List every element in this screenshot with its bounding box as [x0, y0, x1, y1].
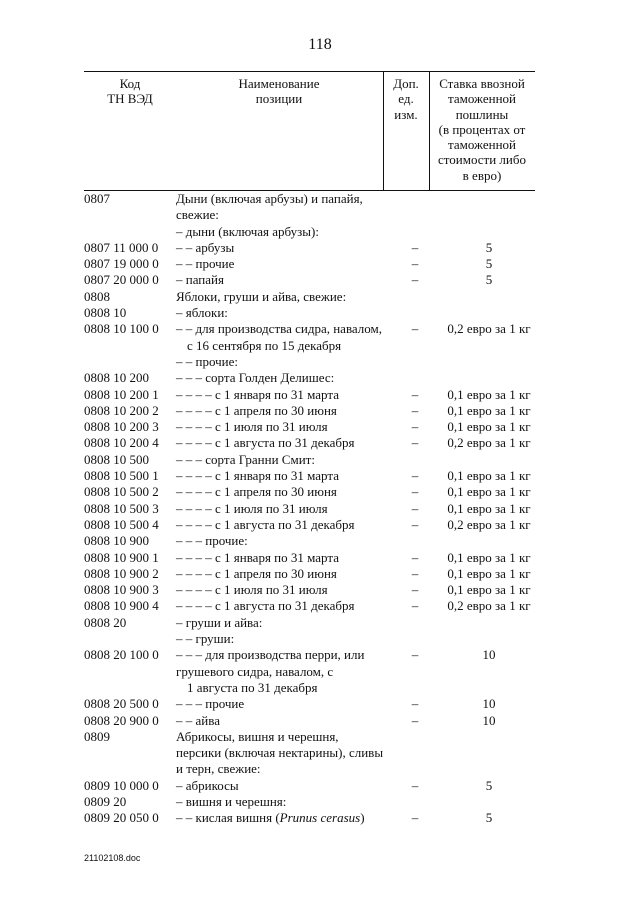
row-name-line: – – – – с 1 августа по 31 декабря — [176, 598, 355, 614]
table-row — [84, 729, 544, 778]
row-code: 0807 — [84, 191, 110, 206]
row-name — [176, 778, 400, 794]
table-row — [84, 224, 544, 240]
row-name-line: – – – – с 1 апреля по 30 июня — [176, 402, 337, 418]
row-rate: 0,2 евро за 1 кг — [447, 435, 531, 451]
row-unit: – — [411, 696, 419, 712]
row-name-line: – яблоки: — [176, 305, 228, 321]
row-name — [176, 468, 400, 484]
row-name — [176, 794, 400, 810]
row-code: 0808 10 500 4 — [84, 516, 159, 532]
row-code: 0808 20 900 0 — [84, 712, 159, 728]
row-name-line: – – – – с 1 января по 31 марта — [176, 386, 339, 402]
row-rate: 5 — [485, 239, 493, 255]
row-name-line: – – прочие: — [176, 353, 238, 369]
row-rate: 10 — [482, 647, 496, 663]
row-name — [176, 224, 400, 240]
row-code: 0809 — [84, 728, 110, 744]
row-rate: 0,1 евро за 1 кг — [447, 549, 531, 565]
row-name — [176, 729, 400, 778]
table-row — [84, 550, 544, 566]
row-code: 0807 20 000 0 — [84, 272, 159, 288]
row-name-line: – – – для производства перри, или — [176, 647, 365, 663]
row-unit: – — [411, 386, 419, 402]
row-name — [176, 354, 400, 370]
row-code: 0808 20 500 0 — [84, 696, 159, 712]
row-code: 0808 10 500 — [84, 451, 149, 467]
row-rate: 0,1 евро за 1 кг — [447, 484, 531, 500]
row-name — [176, 484, 400, 500]
row-name-line: – вишня и черешня: — [176, 793, 287, 809]
row-name-line: – – груши: — [176, 631, 235, 647]
table-row — [84, 615, 544, 631]
row-name — [176, 435, 400, 451]
row-code: 0808 20 — [84, 614, 127, 630]
table-row — [84, 501, 544, 517]
document-id: 21102108.doc — [84, 853, 141, 863]
row-rate: 5 — [485, 272, 493, 288]
table-row — [84, 517, 544, 533]
row-name-line: – – – – с 1 апреля по 30 июня — [176, 484, 337, 500]
table-row — [84, 647, 544, 696]
row-name — [176, 615, 400, 631]
row-code: 0809 10 000 0 — [84, 777, 159, 793]
row-unit: – — [411, 484, 419, 500]
row-name-line: – – – – с 1 июля по 31 июля — [176, 500, 328, 516]
row-code: 0808 10 200 1 — [84, 386, 159, 402]
row-code: 0808 10 900 3 — [84, 582, 159, 598]
row-name-line: – – – сорта Гранни Смит: — [176, 451, 315, 467]
row-rate: 0,1 евро за 1 кг — [447, 386, 531, 402]
row-code: 0808 10 500 3 — [84, 500, 159, 516]
row-name-line: Дыни (включая арбузы) и папайя, — [176, 191, 363, 206]
row-name — [176, 305, 400, 321]
row-rate: 10 — [482, 712, 496, 728]
page-number: 118 — [308, 36, 332, 53]
table-row — [84, 387, 544, 403]
row-name — [176, 387, 400, 403]
row-unit: – — [411, 647, 419, 663]
row-name — [176, 321, 400, 354]
row-unit: – — [411, 516, 419, 532]
row-name — [176, 713, 400, 729]
row-code: 0808 10 900 4 — [84, 598, 159, 614]
row-name — [176, 631, 400, 647]
row-name-line: – – – – с 1 августа по 31 декабря — [176, 516, 355, 532]
row-code: 0808 20 100 0 — [84, 647, 159, 663]
row-rate: 0,2 евро за 1 кг — [447, 516, 531, 532]
row-code: 0808 10 200 3 — [84, 419, 159, 435]
row-name-line: – – – – с 1 июля по 31 июля — [176, 419, 328, 435]
row-unit: – — [411, 582, 419, 598]
row-name — [176, 419, 400, 435]
row-name-line: – – арбузы — [176, 239, 235, 255]
row-code: 0808 10 900 1 — [84, 549, 159, 565]
row-code: 0808 10 500 2 — [84, 484, 159, 500]
row-unit: – — [411, 500, 419, 516]
row-name-line: – – айва — [176, 712, 220, 728]
row-rate: 10 — [482, 696, 496, 712]
row-unit: – — [411, 419, 419, 435]
row-unit: – — [411, 435, 419, 451]
row-name-line: – дыни (включая арбузы): — [176, 223, 319, 239]
table-row — [84, 305, 544, 321]
row-rate: 0,1 евро за 1 кг — [447, 565, 531, 581]
row-code: 0809 20 050 0 — [84, 810, 159, 826]
row-rate: 0,1 евро за 1 кг — [447, 582, 531, 598]
table-row — [84, 256, 544, 272]
row-name — [176, 452, 400, 468]
row-unit: – — [411, 256, 419, 272]
row-name-line: – – – прочие: — [176, 533, 248, 549]
row-rate: 5 — [485, 810, 493, 826]
table-row — [84, 321, 544, 354]
table-row — [84, 272, 544, 288]
row-name — [176, 240, 400, 256]
row-name — [176, 647, 400, 696]
row-name-line: – – – – с 1 апреля по 30 июня — [176, 565, 337, 581]
table-row — [84, 240, 544, 256]
row-name-line: – – кислая вишня (Prunus cerasus) — [176, 810, 365, 826]
row-name-line: свежие: — [176, 207, 219, 223]
table-row — [84, 696, 544, 712]
row-unit: – — [411, 777, 419, 793]
row-name — [176, 810, 400, 826]
table-row — [84, 289, 544, 305]
table-row — [84, 778, 544, 794]
row-unit: – — [411, 272, 419, 288]
row-unit: – — [411, 468, 419, 484]
row-name-line: – – – – с 1 января по 31 марта — [176, 468, 339, 484]
table-row — [84, 191, 544, 224]
row-unit: – — [411, 712, 419, 728]
row-name — [176, 533, 400, 549]
table-row — [84, 566, 544, 582]
row-rate: 0,1 евро за 1 кг — [447, 419, 531, 435]
header-unit: Доп. ед. изм. — [393, 76, 419, 122]
table-row — [84, 468, 544, 484]
row-code: 0808 10 200 2 — [84, 402, 159, 418]
row-code: 0807 11 000 0 — [84, 239, 159, 255]
header-code: Код ТН ВЭД — [107, 76, 153, 107]
row-name-line: персики (включая нектарины), сливы — [176, 745, 384, 761]
row-name — [176, 550, 400, 566]
row-name — [176, 598, 400, 614]
table-row — [84, 598, 544, 614]
row-name-line: – – – – с 1 января по 31 марта — [176, 549, 339, 565]
row-name-line: Яблоки, груши и айва, свежие: — [176, 288, 347, 304]
row-name-line: – – – – с 1 августа по 31 декабря — [176, 435, 355, 451]
table-row — [84, 452, 544, 468]
row-name — [176, 289, 400, 305]
row-code: 0808 10 200 — [84, 370, 149, 386]
row-name-line: с 16 сентября по 15 декабря — [187, 337, 342, 353]
row-code: 0808 10 900 — [84, 533, 149, 549]
row-rate: 5 — [485, 256, 493, 272]
row-unit: – — [411, 321, 419, 337]
row-name — [176, 501, 400, 517]
row-name-line: Абрикосы, вишня и черешня, — [176, 728, 339, 744]
row-name-line: – папайя — [176, 272, 224, 288]
row-name — [176, 272, 400, 288]
table-row — [84, 533, 544, 549]
row-name-line: 1 августа по 31 декабря — [187, 679, 318, 695]
row-name-line: – абрикосы — [176, 777, 239, 793]
row-name — [176, 517, 400, 533]
row-code: 0808 10 900 2 — [84, 565, 159, 581]
table-row — [84, 631, 544, 647]
table-row — [84, 403, 544, 419]
row-unit: – — [411, 239, 419, 255]
row-name-line: грушевого сидра, навалом, с — [176, 663, 334, 679]
row-name-line: – – прочие — [176, 256, 235, 272]
row-unit: – — [411, 810, 419, 826]
table-row — [84, 435, 544, 451]
row-unit: – — [411, 549, 419, 565]
row-code: 0808 — [84, 288, 110, 304]
row-rate: 0,1 евро за 1 кг — [447, 468, 531, 484]
table-row — [84, 582, 544, 598]
row-code: 0808 10 100 0 — [84, 321, 159, 337]
row-code: 0807 19 000 0 — [84, 256, 159, 272]
row-code: 0808 10 500 1 — [84, 468, 159, 484]
table-row — [84, 713, 544, 729]
row-name — [176, 403, 400, 419]
row-name — [176, 696, 400, 712]
table-row — [84, 794, 544, 810]
row-unit: – — [411, 565, 419, 581]
row-rate: 0,2 евро за 1 кг — [447, 321, 531, 337]
table-row — [84, 810, 544, 826]
table-row — [84, 419, 544, 435]
row-name-line: и терн, свежие: — [176, 761, 261, 777]
row-code: 0808 10 200 4 — [84, 435, 159, 451]
row-name-line: – – – сорта Голден Делишес: — [176, 370, 335, 386]
row-name-line: – – – прочие — [176, 696, 245, 712]
tariff-table-body — [84, 191, 544, 827]
row-name-line: – груши и айва: — [176, 614, 263, 630]
header-name: Наименование позиции — [238, 76, 320, 107]
row-unit: – — [411, 598, 419, 614]
row-rate: 5 — [485, 777, 493, 793]
row-name — [176, 566, 400, 582]
table-row — [84, 484, 544, 500]
row-unit: – — [411, 402, 419, 418]
row-name-line: – – для производства сидра, навалом, — [176, 321, 383, 337]
row-code: 0809 20 — [84, 793, 127, 809]
header-rate: Ставка ввозной таможенной пошлины (в процентах от таможенной стоимости либо в евро) — [437, 76, 526, 183]
row-name-line: – – – – с 1 июля по 31 июля — [176, 582, 328, 598]
row-code: 0808 10 — [84, 305, 127, 321]
table-header — [84, 71, 535, 191]
row-name — [176, 191, 400, 224]
row-rate: 0,1 евро за 1 кг — [447, 500, 531, 516]
table-row — [84, 354, 544, 370]
table-row — [84, 370, 544, 386]
row-name — [176, 370, 400, 386]
row-rate: 0,1 евро за 1 кг — [447, 402, 531, 418]
row-name — [176, 256, 400, 272]
row-name — [176, 582, 400, 598]
row-rate: 0,2 евро за 1 кг — [447, 598, 531, 614]
